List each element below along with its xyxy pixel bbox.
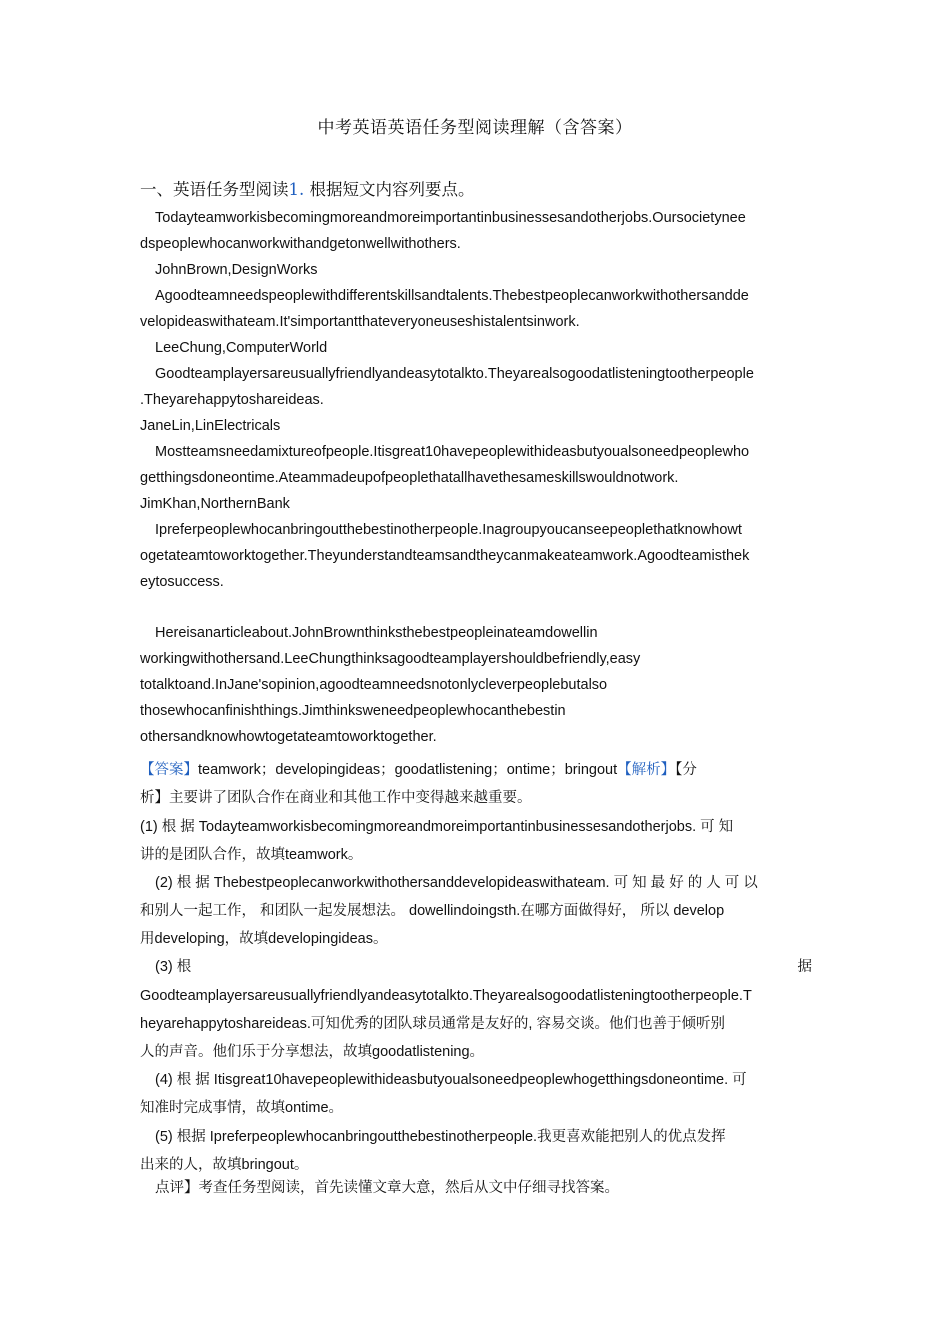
analysis-point: heyarehappytoshareideas.可知优秀的团队球员通常是友好的, 容易交谈。他们也善于倾听别 [140, 1016, 725, 1032]
analysis-open: 【分 [675, 762, 697, 778]
analysis-point: 用developing，故填developingideas。 [140, 931, 388, 947]
analysis-tag: 【解析】 [617, 762, 676, 778]
passage-signature: LeeChung,ComputerWorld [155, 340, 328, 356]
point3-right: 据 [797, 959, 812, 975]
analysis-point: Goodteamplayersareusuallyfriendlyandeasytotalkto.Theyarealsogoodatlisteningtootherpeople.T [140, 988, 752, 1004]
analysis-point: (4) 根 据 Itisgreat10havepeoplewithideasbutyoualsoneedpeoplewhogetthingsdoneontime. 可 [155, 1072, 747, 1088]
analysis-point: 和别人一起工作， 和团队一起发展想法。 dowellindoingsth.在哪方面做得好， 所以 develop [140, 903, 725, 919]
question-instruction: 根据短文内容列要点。 [309, 180, 475, 199]
comment-line: 点评】考查任务型阅读，首先读懂文章大意，然后从文中仔细寻找答案。 [155, 1180, 619, 1196]
analysis-point: 知准时完成事情，故填ontime。 [140, 1100, 344, 1116]
summary-line: thosewhocanfinishthings.Jimthinksweneedpeoplewhocanthebestin [140, 703, 566, 719]
analysis-point: (1) 根 据 Todayteamworkisbecomingmoreandmoreimportantinbusinessesandotherjobs. 可 知 [140, 819, 734, 835]
passage-line: Todayteamworkisbecomingmoreandmoreimportantinbusinessesandotherjobs.Oursocietynee [155, 210, 746, 226]
passage-line: velopideaswithateam.It'simportantthateveryoneuseshistalentsinwork. [140, 314, 580, 330]
passage-line: eytosuccess. [140, 574, 224, 590]
section-label: 一、英语任务型阅读 [140, 180, 289, 199]
analysis-point: (2) 根 据 Thebestpeoplecanworkwithothersanddevelopideaswithateam. 可 知 最 好 的 人 可 以 [155, 875, 758, 891]
analysis-point: 出来的人，故填bringout。 [140, 1157, 309, 1173]
point3-left: (3) 根 [155, 959, 192, 975]
passage-signature: JohnBrown,DesignWorks [155, 262, 318, 278]
passage-line: dspeoplewhocanworkwithandgetonwellwithothers. [140, 236, 461, 252]
passage-line: .Theyarehappytoshareideas. [140, 392, 324, 408]
analysis-point-3-lead [155, 957, 812, 977]
answer-tag: 【答案】 [140, 762, 198, 778]
analysis-point: 人的声音。他们乐于分享想法，故填goodatlistening。 [140, 1044, 485, 1060]
analysis-point: (5) 根据 Ipreferpeoplewhocanbringoutthebestinotherpeople.我更喜欢能把别人的优点发挥 [155, 1129, 726, 1145]
passage-signature: JimKhan,NorthernBank [140, 496, 290, 512]
passage-line: Agoodteamneedspeoplewithdifferentskillsandtalents.Thebestpeoplecanworkwithothersandde [155, 288, 749, 304]
passage-signature: JaneLin,LinElectricals [140, 418, 281, 434]
passage-line: ogetateamtoworktogether.Theyunderstandteamsandtheycanmakeateamwork.Agoodteamisthek [140, 548, 750, 564]
analysis-point: 讲的是团队合作，故填teamwork。 [140, 847, 363, 863]
question-number: 1. [288, 180, 305, 199]
passage-line: Goodteamplayersareusuallyfriendlyandeasytotalkto.Theyarealsogoodatlisteningtootherpeople [155, 366, 754, 382]
page-title: 中考英语英语任务型阅读理解（含答案） [317, 118, 633, 138]
answer-line [140, 760, 812, 780]
summary-line: othersandknowhowtogetateamtoworktogether. [140, 729, 437, 745]
summary-line: totalktoand.InJane'sopinion,agoodteamneedsnotonlycleverpeoplebutalso [140, 677, 608, 693]
passage-line: Mostteamsneedamixtureofpeople.Itisgreat10havepeoplewithideasbutyoualsoneedpeoplewho [155, 444, 750, 460]
passage-line: getthingsdoneontime.Ateammadeupofpeoplethatallhavethesameskillswouldnotwork. [140, 470, 679, 486]
summary-line: Hereisanarticleabout.JohnBrownthinksthebestpeopleinateamdowellin [155, 625, 598, 641]
summary-line: workingwithothersand.LeeChungthinksagoodteamplayershouldbefriendly,easy [140, 651, 641, 667]
question-heading [140, 180, 812, 200]
passage-line: Ipreferpeoplewhocanbringoutthebestinotherpeople.Inagroupyoucanseepeoplethatknowhowt [155, 522, 742, 538]
analysis-summary: 析】主要讲了团队合作在商业和其他工作中变得越来越重要。 [140, 790, 532, 806]
answer-text: teamwork；developingideas；goodatlistening；ontime；bringout [198, 762, 618, 778]
